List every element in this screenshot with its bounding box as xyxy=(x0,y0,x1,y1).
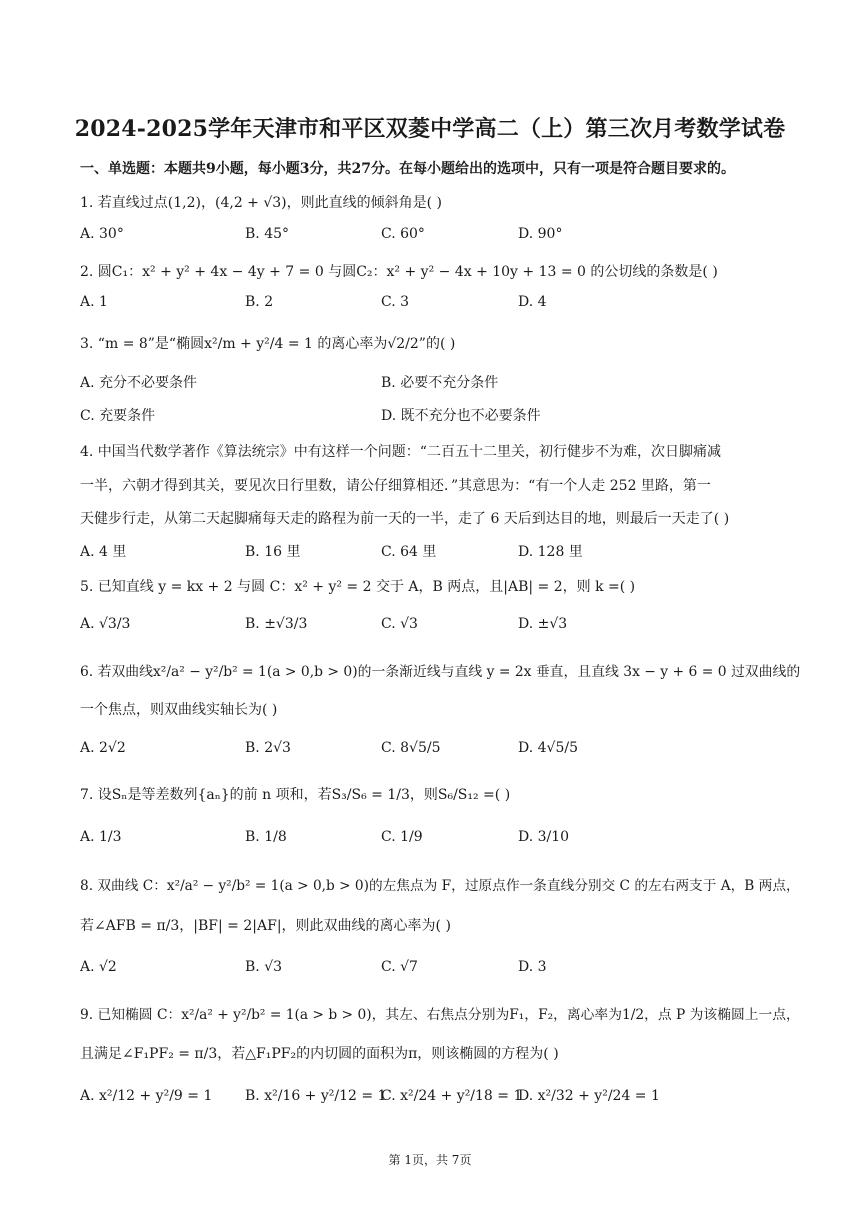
q8-option-b: B. √3 xyxy=(245,959,283,975)
page-footer: 第 1页，共 7页 xyxy=(388,1153,472,1167)
q5-option-d: D. ±√3 xyxy=(518,616,568,632)
q4-option-c: C. 64 里 xyxy=(381,544,437,560)
question-4-line-3: 天健步行走，从第二天起脚痛每天走的路程为前一天的一半，走了 6 天后到达目的地，则最后一天走了( ) xyxy=(80,511,730,527)
q8-option-c: C. √7 xyxy=(381,959,418,975)
question-7: 7. 设Sₙ是等差数列{aₙ}的前 n 项和，若S₃/S₆ = 1/3，则S₆/S₁₂ =( ) xyxy=(80,787,511,803)
q5-option-a: A. √3/3 xyxy=(80,616,131,632)
exam-title: 2024-2025学年天津市和平区双菱中学高二（上）第三次月考数学试卷 xyxy=(74,116,786,142)
q4-option-d: D. 128 里 xyxy=(518,544,583,560)
q2-option-c: C. 3 xyxy=(381,294,410,310)
q3-option-c: C. 充要条件 xyxy=(80,408,156,424)
q2-option-b: B. 2 xyxy=(245,294,274,310)
q6-option-b: B. 2√3 xyxy=(245,740,291,756)
q5-option-b: B. ±√3/3 xyxy=(245,616,308,632)
q2-option-d: D. 4 xyxy=(518,294,547,310)
q7-option-c: C. 1/9 xyxy=(381,829,423,845)
q2-option-a: A. 1 xyxy=(80,294,108,310)
q3-option-b: B. 必要不充分条件 xyxy=(381,375,499,391)
q8-option-d: D. 3 xyxy=(518,959,547,975)
q4-option-b: B. 16 里 xyxy=(245,544,301,560)
question-6-line-1: 6. 若双曲线x²/a² − y²/b² = 1(a > 0,b > 0)的一条渐近线与直线 y = 2x 垂直，且直线 3x − y + 6 = 0 过双曲线的 xyxy=(80,664,801,680)
question-4-line-2: 一半，六朝才得到其关，要见次日行里数，请公仔细算相还．”其意思为：“有一个人走 252 里路，第一 xyxy=(80,478,711,494)
q7-option-b: B. 1/8 xyxy=(245,829,287,845)
q6-option-a: A. 2√2 xyxy=(80,740,126,756)
q7-option-a: A. 1/3 xyxy=(80,829,122,845)
q4-option-a: A. 4 里 xyxy=(80,544,127,560)
q1-option-a: A. 30° xyxy=(80,226,124,242)
question-4-line-1: 4. 中国当代数学著作《算法统宗》中有这样一个问题：“二百五十二里关，初行健步不为难，次日脚痛减 xyxy=(80,444,721,460)
q5-option-c: C. √3 xyxy=(381,616,418,632)
q9-option-b: B. x²/16 + y²/12 = 1 xyxy=(245,1088,387,1104)
q1-option-d: D. 90° xyxy=(518,226,563,242)
q1-option-c: C. 60° xyxy=(381,226,425,242)
q9-option-a: A. x²/12 + y²/9 = 1 xyxy=(80,1088,213,1104)
q9-option-c: C. x²/24 + y²/18 = 1 xyxy=(381,1088,523,1104)
question-6-line-2: 一个焦点，则双曲线实轴长为( ) xyxy=(80,702,278,718)
q7-option-d: D. 3/10 xyxy=(518,829,570,845)
question-8-line-2: 若∠AFB = π/3，|BF| = 2|AF|，则此双曲线的离心率为( ) xyxy=(80,918,451,934)
question-9-line-2: 且满足∠F₁PF₂ = π/3，若△F₁PF₂的内切圆的面积为π，则该椭圆的方程为( ) xyxy=(80,1046,559,1062)
question-8-line-1: 8. 双曲线 C：x²/a² − y²/b² = 1(a > 0,b > 0)的左焦点为 F，过原点作一条直线分别交 C 的左右两支于 A，B 两点， xyxy=(80,878,800,894)
q3-option-a: A. 充分不必要条件 xyxy=(80,375,198,391)
question-9-line-1: 9. 已知椭圆 C：x²/a² + y²/b² = 1(a > b > 0)，其左、右焦点分别为F₁，F₂，离心率为1/2，点 P 为该椭圆上一点， xyxy=(80,1007,800,1023)
q1-option-b: B. 45° xyxy=(245,226,290,242)
question-2: 2. 圆C₁：x² + y² + 4x − 4y + 7 = 0 与圆C₂：x² + y² − 4x + 10y + 13 = 0 的公切线的条数是( ) xyxy=(80,264,718,280)
question-1: 1. 若直线过点(1,2)，(4,2 + √3)，则此直线的倾斜角是( ) xyxy=(80,195,443,211)
question-5: 5. 已知直线 y = kx + 2 与圆 C：x² + y² = 2 交于 A，B 两点，且|AB| = 2，则 k =( ) xyxy=(80,579,636,595)
q9-option-d: D. x²/32 + y²/24 = 1 xyxy=(518,1088,660,1104)
question-3: 3. “m = 8”是“椭圆x²/m + y²/4 = 1 的离心率为√2/2”的( ) xyxy=(80,336,456,352)
q6-option-c: C. 8√5/5 xyxy=(381,740,441,756)
q3-option-d: D. 既不充分也不必要条件 xyxy=(381,408,541,424)
section-heading: 一、单选题：本题共9小题，每小题3分，共27分。在每小题给出的选项中，只有一项是符合题目要求的。 xyxy=(80,161,735,177)
q6-option-d: D. 4√5/5 xyxy=(518,740,578,756)
q8-option-a: A. √2 xyxy=(80,959,117,975)
